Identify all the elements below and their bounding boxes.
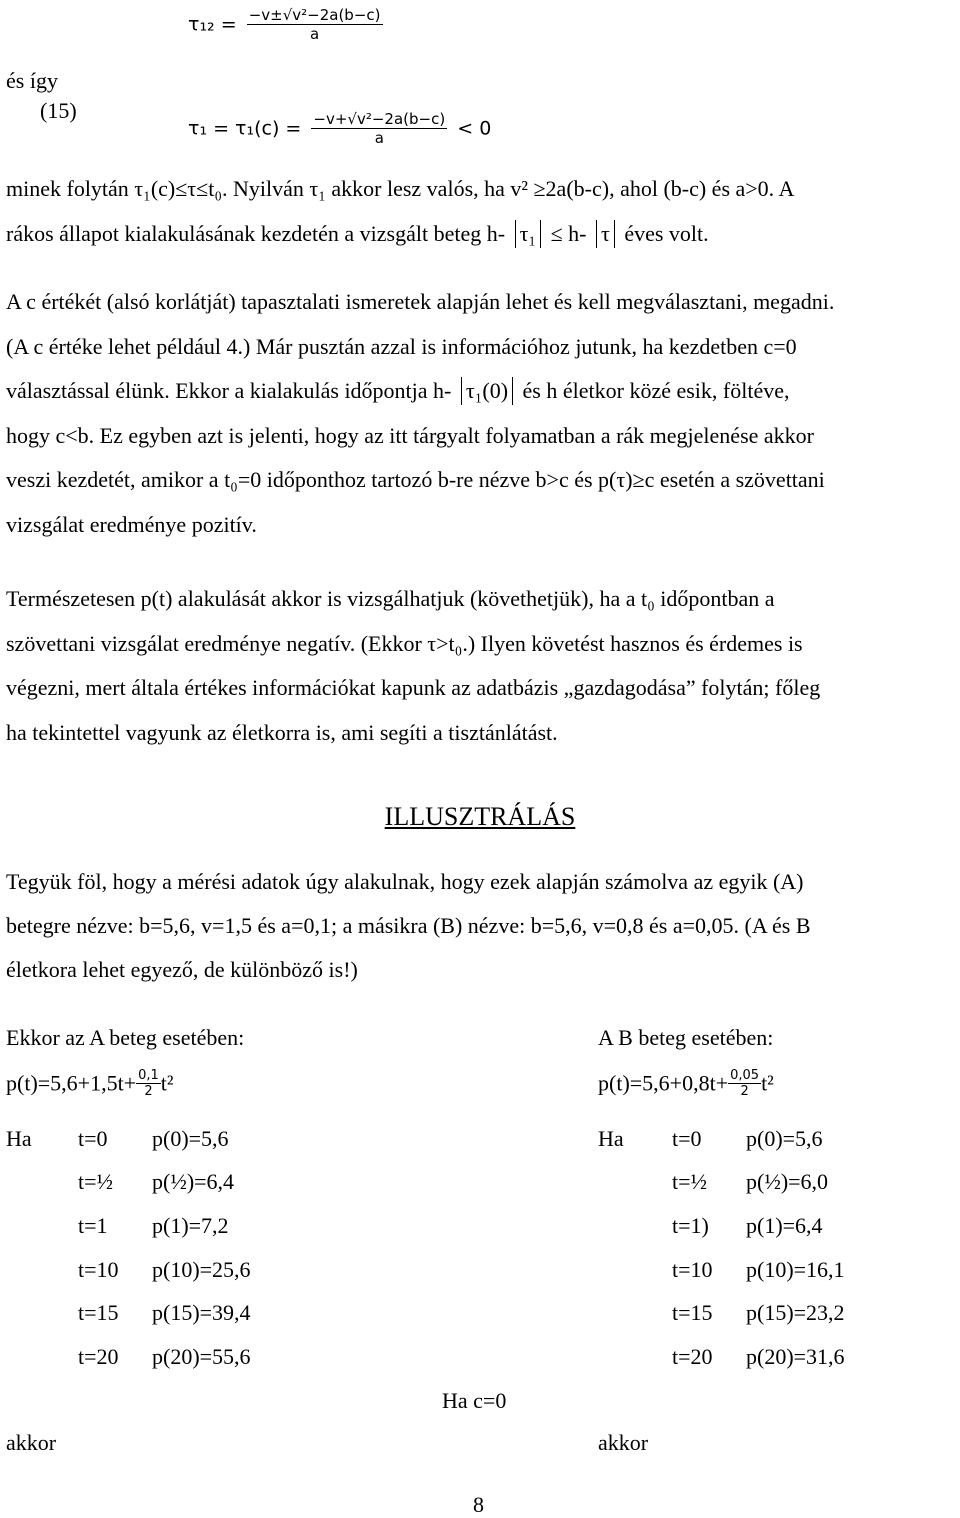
eq15-numerator: −v+√v²−2a(b−c) [313, 110, 446, 128]
table-row-t-value: t=20 [672, 1344, 713, 1369]
eq15-fraction [311, 110, 447, 147]
eq15-label: (15) [40, 98, 77, 123]
table-row-p-value: p(10)=25,6 [152, 1257, 251, 1282]
paragraph-4 [6, 860, 956, 992]
table-row-p-value: p(1)=6,4 [746, 1213, 823, 1238]
patient-b-fraction-denominator: 2 [740, 1084, 749, 1099]
table-row-p-value: p(20)=55,6 [152, 1344, 251, 1369]
formula-tau12-lhs: τ₁₂ = [188, 13, 237, 36]
table-row-t-value: t=1) [672, 1213, 709, 1238]
paragraph-3-line-1: Természetesen p(t) alakulását akkor is vizsgálhatjuk (követhetjük), ha a t₀ időpontban a [6, 586, 775, 611]
formula-tau12 [188, 6, 383, 43]
formula-tau12-fraction [247, 6, 383, 43]
patient-a-formula-prefix: p(t)=5,6+1,5t+ [6, 1070, 137, 1096]
paragraph-2-line-1: A c értékét (alsó korlátját) tapasztalati ismeretek alapján lehet és kell megválasztani, megadni. [6, 289, 835, 314]
table-row-t-value: t=15 [672, 1300, 713, 1325]
table-row-t-value: t=10 [672, 1257, 713, 1282]
table-row-t-value: t=1 [78, 1213, 108, 1238]
page-number: 8 [473, 1492, 484, 1517]
patient-b-ha: Ha [598, 1126, 624, 1151]
tau1-zero-symbol: τ₁(0) [465, 378, 509, 403]
paragraph-2-line-4: hogy c<b. Ez egyben azt is jelenti, hogy az itt tárgyalt folyamatban a rák megjelenése akkor [6, 422, 814, 448]
paragraph-1-line-1: minek folytán τ₁(c)≤τ≤t₀. Nyilván τ₁ akkor lesz valós, ha v² ≥2a(b-c), ahol (b-c) és a>0. A [6, 176, 795, 201]
patient-b-fraction-numerator: 0,05 [730, 1068, 760, 1083]
patient-a-formula [6, 1068, 174, 1099]
patient-b-formula-prefix: p(t)=5,6+0,8t+ [598, 1070, 729, 1096]
patient-b-formula-fraction [728, 1068, 761, 1099]
table-row-t-value: t=15 [78, 1300, 119, 1325]
paragraph-3-line-3: végezni, mert általa értékes információkat kapunk az adatbázis „gazdagodása” folytán; főleg [6, 675, 821, 700]
ha-c-zero: Ha c=0 [442, 1388, 507, 1413]
patient-b-akkor: akkor [598, 1430, 649, 1455]
table-row-t-value: t=0 [672, 1126, 702, 1151]
table-row-t-value: t=10 [78, 1257, 119, 1282]
patient-a-ha: Ha [6, 1126, 32, 1151]
paragraph-2 [6, 280, 956, 547]
paragraph-1 [6, 167, 956, 256]
paragraph-1-line-2-part-b: ≤ h- [550, 220, 587, 246]
eq15-formula [188, 110, 491, 147]
patient-b-formula [598, 1068, 774, 1099]
paragraph-2-line-3-part-a: választással élünk. Ekkor a kialakulás időpontja h- [6, 378, 452, 403]
eq15-denominator: a [374, 129, 384, 147]
eq15-rhs: < 0 [457, 117, 492, 140]
paragraph-4-line-2: betegre nézve: b=5,6, v=1,5 és a=0,1; a másikra (B) nézve: b=5,6, v=0,8 és a=0,05. (A és B [6, 913, 811, 938]
paragraph-3-line-2: szövettani vizsgálat eredménye negatív. (Ekkor τ>t₀.) Ilyen követést hasznos és érdemes is [6, 630, 803, 656]
abs-bar-right-3 [512, 377, 513, 405]
abs-bar-right-2 [614, 220, 615, 248]
paragraph-1-line-2-part-c: éves volt. [624, 220, 709, 246]
paragraph-4-line-1: Tegyük föl, hogy a mérési adatok úgy alakulnak, hogy ezek alapján számolva az egyik (A) [6, 869, 804, 894]
table-row-p-value: p(10)=16,1 [746, 1257, 845, 1282]
paragraph-4-line-3: életkora lehet egyező, de különböző is!) [6, 957, 358, 982]
paragraph-3 [6, 577, 956, 755]
tau1-symbol: τ₁ [519, 220, 537, 246]
patient-a-fraction-denominator: 2 [144, 1084, 153, 1099]
abs-bar-left-2 [596, 220, 597, 248]
paragraph-1-line-2 [6, 212, 956, 257]
abs-bar-left [515, 220, 516, 248]
table-row-t-value: t=0 [78, 1126, 108, 1151]
paragraph-2-line-3-part-b: és h életkor közé esik, föltéve, [522, 378, 790, 403]
table-row-t-value: t=½ [672, 1169, 708, 1194]
abs-bar-right [540, 220, 541, 248]
patient-a-fraction-numerator: 0,1 [138, 1068, 159, 1083]
tau-symbol: τ [601, 220, 610, 246]
table-row-p-value: p(0)=5,6 [746, 1126, 823, 1151]
table-row-p-value: p(1)=7,2 [152, 1213, 229, 1238]
table-row-p-value: p(20)=31,6 [746, 1344, 845, 1369]
paragraph-2-line-2: (A c értéke lehet például 4.) Már pusztán azzal is információhoz jutunk, ha kezdetben c=0 [6, 333, 797, 359]
table-row-p-value: p(15)=23,2 [746, 1300, 845, 1325]
formula-tau12-denominator: a [309, 25, 320, 43]
patient-a-formula-suffix: t² [160, 1070, 174, 1096]
paragraph-2-line-3 [6, 369, 956, 414]
section-heading: ILLUSZTRÁLÁS [384, 802, 576, 831]
table-row-p-value: p(½)=6,0 [746, 1169, 829, 1194]
patient-a-title: Ekkor az A beteg esetében: [6, 1025, 245, 1050]
paragraph-1-line-2-part-a: rákos állapot kialakulásának kezdetén a vizsgált beteg h- [6, 220, 506, 246]
formula-tau12-numerator: −v±√v²−2a(b−c) [248, 6, 381, 24]
patient-b-formula-suffix: t² [761, 1070, 774, 1096]
table-row-t-value: t=20 [78, 1344, 119, 1369]
table-row-p-value: p(½)=6,4 [152, 1169, 235, 1194]
table-row-t-value: t=½ [78, 1169, 114, 1194]
paragraph-2-line-6: vizsgálat eredménye pozitív. [6, 511, 257, 537]
patient-a-akkor: akkor [6, 1430, 57, 1455]
abs-bar-left-3 [461, 377, 462, 405]
es-igy-text: és így [6, 68, 58, 93]
paragraph-2-line-5: veszi kezdetét, amikor a t₀=0 időponthoz tartozó b-re nézve b>c és p(τ)≥c esetén a szövettani [6, 467, 825, 492]
eq15-lhs: τ₁ = τ₁(c) = [188, 117, 302, 140]
patient-a-formula-fraction [136, 1068, 161, 1099]
patient-b-title: A B beteg esetében: [598, 1025, 774, 1050]
paragraph-3-line-4: ha tekintettel vagyunk az életkorra is, ami segíti a tisztánlátást. [6, 719, 558, 745]
table-row-p-value: p(0)=5,6 [152, 1126, 229, 1151]
table-row-p-value: p(15)=39,4 [152, 1300, 251, 1325]
